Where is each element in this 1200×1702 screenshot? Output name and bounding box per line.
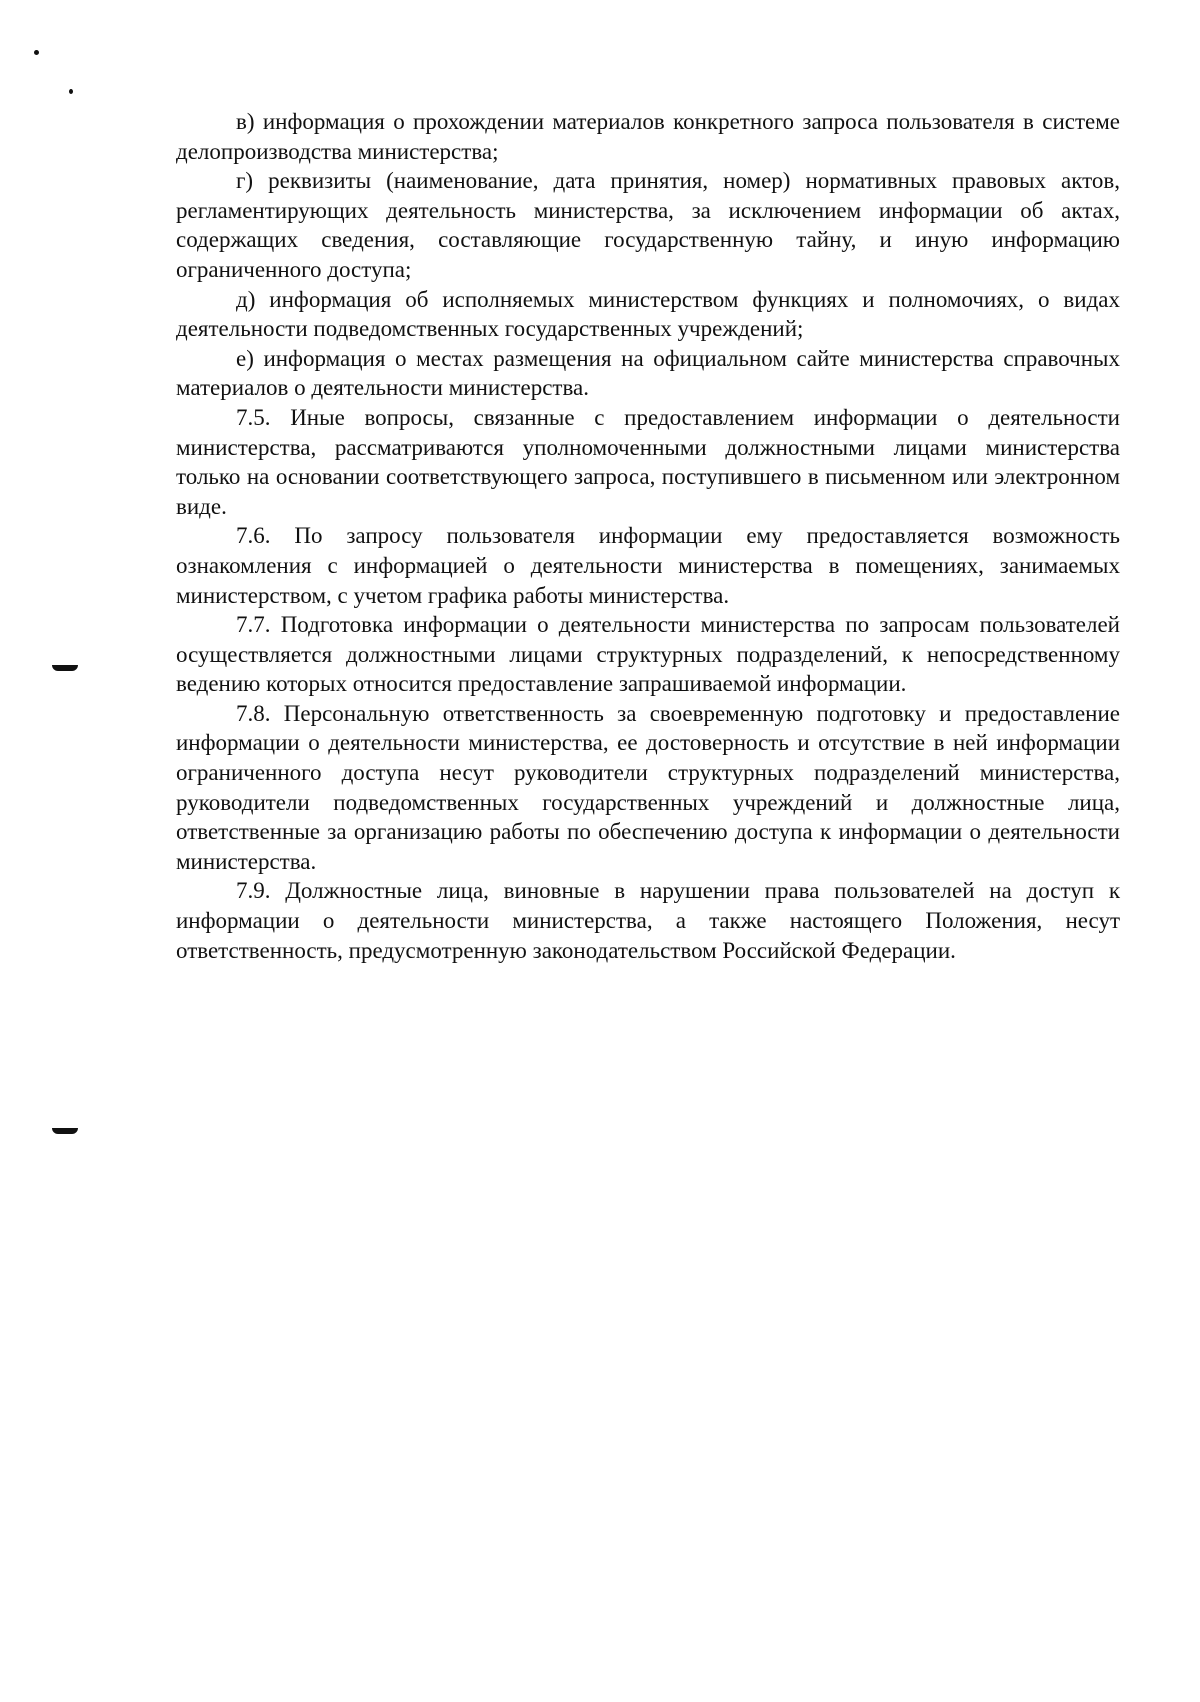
paragraph-v: в) информация о прохождении материалов конкретного запроса пользователя в системе делопроизводства министерства; — [176, 109, 1120, 164]
paragraph-7-7: 7.7. Подготовка информации о деятельности министерства по запросам пользователей осуществляется должностными лицами структурных подразделений, к непосредственному ведению которых относится предоставление запрашиваемой информации. — [176, 612, 1120, 697]
paragraph-d: д) информация об исполняемых министерством функциях и полномочиях, о видах деятельности подведомственных государственных учреждений; — [176, 286, 1120, 342]
paragraph-7-5: 7.5. Иные вопросы, связанные с предоставлением информации о деятельности министерства, рассматриваются уполномоченными должностными лицами министерства только на основании соответствующего запроса, поступившего в письменном или электронном виде. — [176, 404, 1120, 519]
document-body — [176, 107, 1120, 965]
paragraph-7-6: 7.6. По запросу пользователя информации ему предоставляется возможность ознакомления с информацией о деятельности министерства в помещениях, занимаемых министерством, с учетом графика работы министерства. — [176, 523, 1120, 608]
hole-punch-mark — [52, 665, 78, 671]
paragraph-e: е) информация о местах размещения на официальном сайте министерства справочных материалов о деятельности министерства. — [176, 345, 1120, 401]
paragraph-g: г) реквизиты (наименование, дата принятия, номер) нормативных правовых актов, регламентирующих деятельность министерства, за исключением информации об актах, содержащих сведения, составляющие государственную тайну, и иную информацию ограниченного доступа; — [176, 168, 1120, 282]
hole-punch-mark — [52, 1128, 78, 1134]
scan-dot-mark — [69, 89, 73, 94]
paragraph-7-9: 7.9. Должностные лица, виновные в нарушении права пользователей на доступ к информации о деятельности министерства, а также настоящего Положения, несут ответственность, предусмотренную законодательством Российской Федерации. — [176, 878, 1120, 963]
scan-dot-mark — [34, 50, 39, 55]
paragraph-7-8: 7.8. Персональную ответственность за своевременную подготовку и предоставление информации о деятельности министерства, ее достоверность и отсутствие в ней информации ограниченного доступа несут руководители структурных подразделений министерства, руководители подведомственных государственных учреждений и должностные лица, ответственные за организацию работы по обеспечению доступа к информации о деятельности министерства. — [176, 700, 1120, 874]
